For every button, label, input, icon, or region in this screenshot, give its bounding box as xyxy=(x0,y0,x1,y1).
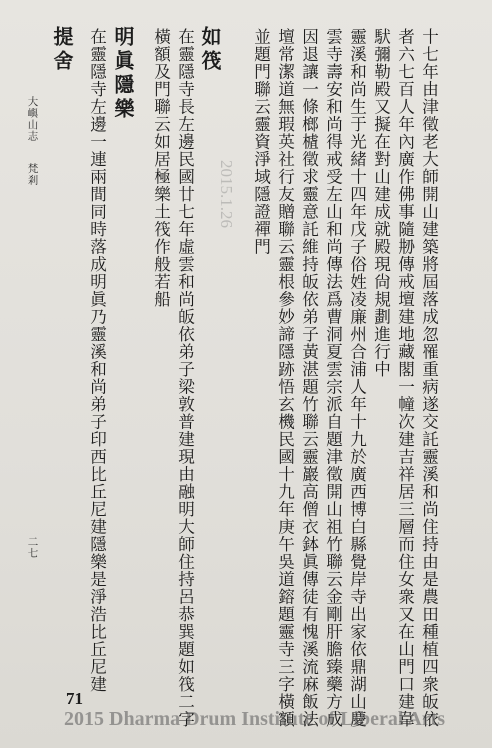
running-header-page-chinese: 二七 xyxy=(26,536,39,559)
mingzhen-column-1: 在靈隱寺左邊一連兩間同時落成明眞乃靈溪和尚弟子印西比丘尼建隱樂是淨浩比丘尼建 xyxy=(87,28,107,693)
institute-watermark: 2015 Dharma Drum Institute of Liberal Arts xyxy=(64,708,446,730)
rurong-column-2: 橫額及門聯云如居極樂土筏作般若船 xyxy=(151,28,171,308)
body-column-2: 者六七百人年內廣作佛事隨刱傳戒壇建地藏閣一幢次建吉祥居三層而住女衆又在山門口建韋 xyxy=(395,28,415,728)
body-column-8: 並題門聯云靈資淨域隱證禪門 xyxy=(251,28,271,256)
center-watermark: 2015.1.26 xyxy=(217,160,236,228)
body-column-5: 雲寺壽安和尚得戒受左山和尚傳法爲曹洞夏雲宗派自題津徵開山祖竹聯云金剛肝膽臻藥方成 xyxy=(323,28,343,728)
running-header-section: 梵剎 xyxy=(26,163,39,186)
section-heading-mingzhen: 明眞隱樂 xyxy=(111,26,135,122)
body-column-4: 靈溪和尚生于光緒十四年戊子俗姓凌廉州合浦人年十九於廣西博白縣覺岸寺出家依鼎湖山慶 xyxy=(347,28,367,728)
body-column-6: 因退讓一條榔樝徵求靈意託維持皈依弟子黃湛題竹聯云靈巖高僧衣鉢眞傳徒有愧溪流麻飯法 xyxy=(299,28,319,728)
section-heading-rurong: 如筏 xyxy=(198,26,222,74)
body-column-1: 十七年由津徵老大師開山建築將屆落成忽罹重病遂交託靈溪和尚住持由是農田種植四衆皈依 xyxy=(419,28,439,728)
page-number: 71 xyxy=(66,689,83,708)
body-column-3: 䭾彌勒殿又擬在對山建成就殿現尙規劃進行中 xyxy=(371,28,391,378)
section-heading-tihe: 提舍 xyxy=(50,26,74,74)
rurong-column-1: 在靈隱寺長左邊民國廿七年虛雲和尚皈依弟子梁敦普建現由融明大師住持呂恭巽題如筏二字 xyxy=(175,28,195,728)
running-header-book-title: 大嶼山志 xyxy=(26,96,39,142)
body-column-7: 壇常潔道無瑕英社行友贈聯云靈根參妙諦隱跡悟玄機民國十九年庚午吳道鎔題靈寺三字橫額 xyxy=(275,28,295,728)
